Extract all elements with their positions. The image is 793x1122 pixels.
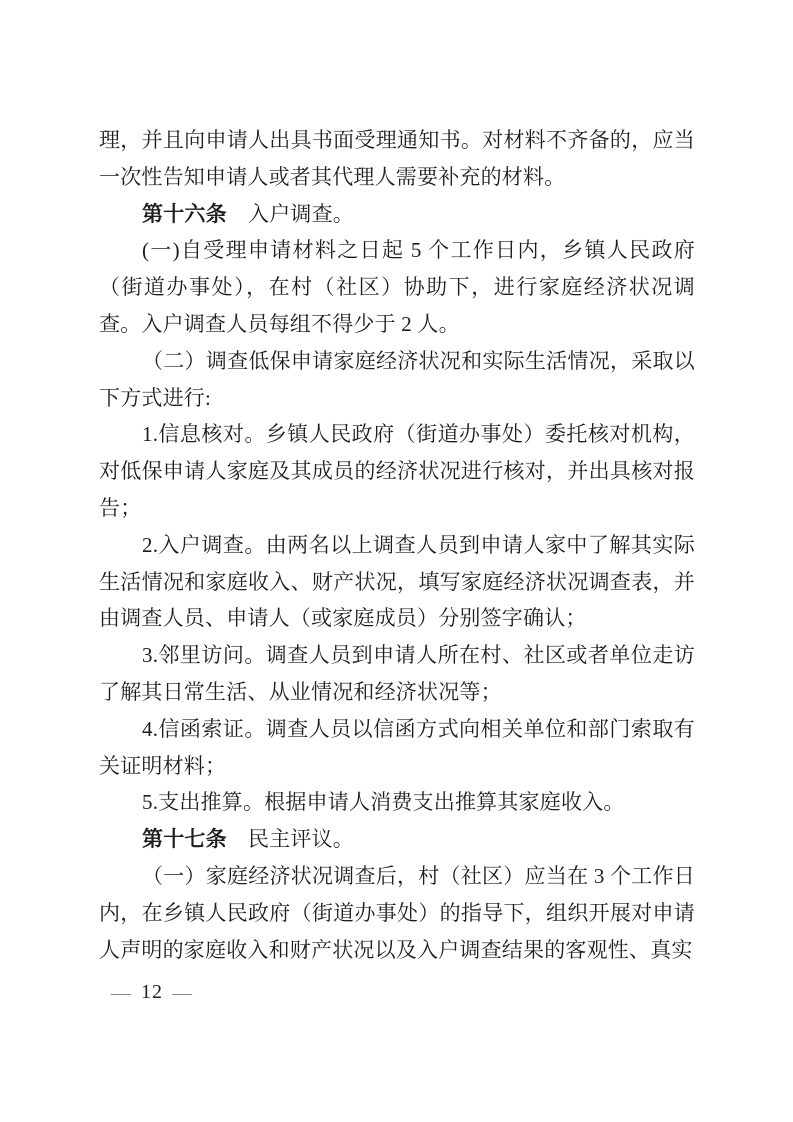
- page-number: 12: [141, 981, 163, 1003]
- para-method-2: [99, 527, 695, 637]
- text-run: 1.信息核对。乡镇人民政府（街道办事处）委托核对机构，对低保申请人家庭及其成员的经济状况进行核对，并出具核对报告；: [99, 422, 695, 520]
- text-run: 2.入户调查。由两名以上调查人员到申请人家中了解其实际生活情况和家庭收入、财产状况，填写家庭经济状况调查表，并由调查人员、申请人（或家庭成员）分别签字确认；: [99, 532, 695, 631]
- text-run: （二）调查低保申请家庭经济状况和实际生活情况，采取以下方式进行:: [99, 348, 695, 410]
- text-run: 入户调查。: [226, 201, 355, 226]
- para-method-1: [99, 416, 695, 526]
- text-run: 5.支出推算。根据申请人消费支出推算其家庭收入。: [142, 790, 625, 815]
- page-footer: [111, 981, 193, 1004]
- document-body: [99, 122, 695, 968]
- footer-dash-right: —: [172, 981, 193, 1004]
- footer-dash-left: —: [111, 981, 132, 1004]
- article-number: 第十七条: [142, 827, 227, 852]
- article-16-heading: [99, 196, 695, 233]
- text-run: 3.邻里访问。调查人员到申请人所在村、社区或者单位走访了解其日常生活、从业情况和经济状况等；: [99, 643, 695, 704]
- text-run: 民主评议。: [226, 827, 355, 852]
- article-17-heading: [99, 821, 695, 858]
- para-method-4: [99, 711, 695, 785]
- text-run: 4.信函索证。调查人员以信函方式向相关单位和部门索取有关证明材料；: [99, 716, 695, 778]
- text-run: (一)自受理申请材料之日起 5 个工作日内，乡镇人民政府（街道办事处），在村（社区）协助下，进行家庭经济状况调查。入户调查人员每组不得少于 2 人。: [99, 238, 695, 336]
- para-article16-item1: [99, 232, 695, 342]
- para-method-5: [99, 784, 695, 821]
- text-run: 理，并且向申请人出具书面受理通知书。对材料不齐备的，应当一次性告知申请人或者其代理人需要补充的材料。: [99, 128, 695, 189]
- para-article16-item2: [99, 343, 695, 417]
- para-article17-item1: [99, 858, 695, 968]
- para-continuation: [99, 122, 695, 196]
- article-number: 第十六条: [142, 201, 227, 226]
- text-run: （一）家庭经济状况调查后，村（社区）应当在 3 个工作日内，在乡镇人民政府（街道办事处）的指导下，组织开展对申请人声明的家庭收入和财产状况以及入户调查结果的客观性、真实: [99, 863, 695, 962]
- para-method-3: [99, 637, 695, 711]
